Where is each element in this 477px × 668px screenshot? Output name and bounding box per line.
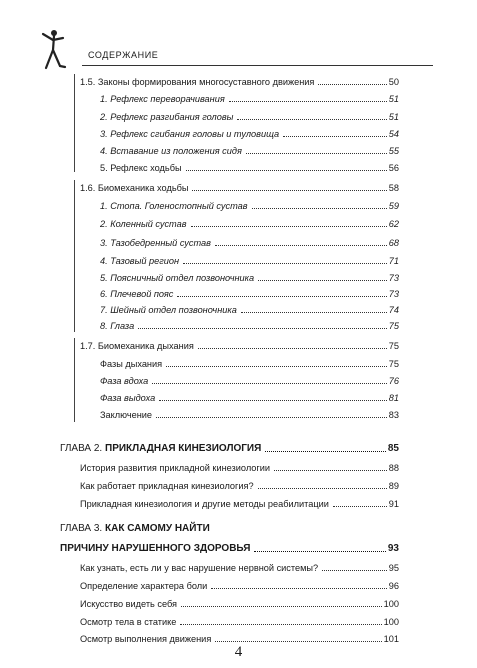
dot-leader (156, 417, 387, 418)
chapter-prefix: ГЛАВА 2. (60, 443, 105, 454)
toc-entry-page: 58 (388, 183, 399, 193)
toc-entry-title: 1.5. Законы формирования многосуставного движения (80, 77, 315, 87)
section-label: СОДЕРЖАНИЕ (88, 50, 159, 60)
section-bar-1-7 (74, 338, 75, 422)
dot-leader (183, 263, 387, 264)
toc-entry-page: 100 (383, 617, 399, 627)
toc-entry-page: 51 (388, 94, 399, 104)
toc-entry-title: Искусство видеть себя (80, 599, 178, 609)
toc-entry[interactable] (100, 270, 399, 284)
toc-entry-page: 96 (388, 581, 399, 591)
toc-entry-title: 8. Глаза (100, 321, 135, 331)
toc-entry-title: 4. Вставание из положения сидя (100, 146, 242, 156)
toc-entry-page: 76 (388, 376, 399, 386)
toc-entry-title: 2. Коленный сустав (100, 219, 187, 229)
toc-entry[interactable] (80, 596, 399, 610)
toc-entry-title: 5. Поясничный отдел позвоночника (100, 273, 255, 283)
toc-entry[interactable] (80, 460, 399, 474)
toc-entry[interactable] (80, 560, 399, 574)
toc-entry-page: 62 (388, 219, 399, 229)
toc-entry-title: Определение характера боли (80, 581, 208, 591)
dot-leader (258, 280, 387, 281)
toc-entry[interactable] (100, 302, 399, 316)
section-bar-1-5 (74, 74, 75, 172)
yoga-figure-logo (38, 28, 68, 72)
dot-leader (159, 400, 387, 401)
toc-entry-title: Фазы дыхания (100, 359, 163, 369)
dot-leader (274, 470, 387, 471)
chapter-name: ПРИКЛАДНАЯ КИНЕЗИОЛОГИЯ (105, 443, 262, 454)
toc-entry-page: 91 (388, 499, 399, 509)
dot-leader (246, 153, 387, 154)
toc-entry-title: 7. Шейный отдел позвоночника (100, 305, 237, 315)
toc-entry-page: 68 (388, 238, 399, 248)
dot-leader (138, 328, 387, 329)
toc-entry-title: Как работает прикладная кинезиология? (80, 481, 254, 491)
toc-entry-page: 50 (388, 77, 399, 87)
toc-entry-page: 55 (388, 146, 399, 156)
toc-entry-page: 89 (388, 481, 399, 491)
chapter-prefix: ГЛАВА 3. (60, 523, 105, 534)
toc-entry-title: Заключение (100, 410, 153, 420)
dot-leader (318, 84, 386, 85)
toc-entry-title: 3. Тазобедренный сустав (100, 238, 211, 248)
toc-entry[interactable] (100, 235, 399, 249)
dot-leader (215, 245, 387, 246)
toc-entry-page: 75 (388, 341, 399, 351)
chapter-title (60, 543, 250, 555)
dot-leader (191, 226, 387, 227)
toc-entry-page: 93 (387, 543, 399, 554)
toc-entry-title: 2. Рефлекс разгибания головы (100, 112, 234, 122)
toc-entry[interactable] (100, 126, 399, 140)
toc-entry-page: 73 (388, 273, 399, 283)
toc-entry-page: 75 (388, 359, 399, 369)
toc-entry-title: 1. Стопа. Голеностопный сустав (100, 201, 248, 211)
toc-entry[interactable] (80, 614, 399, 628)
toc-entry[interactable] (100, 373, 399, 387)
toc-entry[interactable] (100, 390, 399, 404)
toc-entry-title: 3. Рефлекс сгибания головы и туловища (100, 129, 280, 139)
toc-entry-page: 100 (383, 599, 399, 609)
header-rule (82, 65, 433, 66)
toc-entry[interactable] (100, 407, 399, 421)
dot-leader (166, 366, 387, 367)
toc-entry-1-6[interactable] (80, 180, 399, 194)
toc-entry-title: Фаза вдоха (100, 376, 149, 386)
dot-leader (283, 136, 387, 137)
dot-leader (180, 624, 381, 625)
toc-entry[interactable] (100, 253, 399, 267)
toc-entry-page: 59 (388, 201, 399, 211)
toc-entry[interactable] (100, 286, 399, 300)
toc-entry-title: 1. Рефлекс переворачивания (100, 94, 225, 104)
toc-entry-page: 95 (388, 563, 399, 573)
toc-entry[interactable] (100, 91, 399, 105)
chapter-name: ПРИЧИНУ НАРУШЕННОГО ЗДОРОВЬЯ (60, 543, 251, 554)
toc-entry-title: История развития прикладной кинезиологии (80, 463, 271, 473)
dot-leader (322, 570, 387, 571)
toc-entry-page: 54 (388, 129, 399, 139)
toc-entry-page: 75 (388, 321, 399, 331)
toc-entry-page: 85 (387, 443, 399, 454)
toc-entry-title: 1.6. Биомеханика ходьбы (80, 183, 189, 193)
toc-entry-1-5[interactable] (80, 74, 399, 88)
chapter-name: КАК САМОМУ НАЙТИ (105, 523, 210, 534)
toc-entry-page: 51 (388, 112, 399, 122)
dot-leader (152, 383, 387, 384)
toc-entry-title: Фаза выдоха (100, 393, 156, 403)
toc-entry[interactable] (80, 578, 399, 592)
dot-leader (241, 312, 387, 313)
dot-leader (333, 506, 387, 507)
dot-leader (258, 488, 387, 489)
toc-entry-page: 74 (388, 305, 399, 315)
dot-leader (181, 606, 382, 607)
toc-entry[interactable] (100, 143, 399, 157)
toc-chapter-3-line1[interactable] (60, 523, 210, 537)
dot-leader (254, 551, 385, 552)
dot-leader (186, 170, 387, 171)
toc-entry[interactable] (100, 109, 399, 123)
dot-leader (229, 101, 387, 102)
toc-entry-page: 73 (388, 289, 399, 299)
page-number: 4 (234, 644, 243, 660)
toc-entry[interactable] (80, 478, 399, 492)
toc-entry[interactable] (100, 216, 399, 230)
toc-entry[interactable] (80, 631, 399, 645)
toc-entry-page: 88 (388, 463, 399, 473)
section-bar-1-6 (74, 180, 75, 332)
dot-leader (215, 641, 381, 642)
toc-entry-title: 5. Рефлекс ходьбы (100, 163, 182, 173)
toc-entry[interactable] (100, 198, 399, 212)
toc-entry-title: 4. Тазовый регион (100, 256, 180, 266)
toc-entry[interactable] (80, 496, 399, 510)
dot-leader (211, 588, 387, 589)
toc-entry[interactable] (100, 356, 399, 370)
toc-entry-title: 1.7. Биомеханика дыхания (80, 341, 194, 351)
toc-entry-page: 71 (388, 256, 399, 266)
toc-entry-title: 6. Плечевой пояс (100, 289, 174, 299)
dot-leader (177, 296, 386, 297)
dot-leader (237, 119, 386, 120)
dot-leader (192, 190, 386, 191)
chapter-title (60, 443, 261, 455)
dot-leader (198, 348, 387, 349)
toc-entry-page: 101 (383, 634, 399, 644)
toc-chapter-3[interactable] (60, 541, 399, 555)
toc-entry-page: 81 (388, 393, 399, 403)
toc-entry-page: 83 (388, 410, 399, 420)
toc-chapter-2[interactable] (60, 441, 399, 455)
toc-entry-title: Прикладная кинезиология и другие методы реабилитации (80, 499, 329, 509)
toc-entry[interactable] (100, 160, 399, 174)
dot-leader (265, 451, 386, 452)
toc-entry[interactable] (100, 318, 399, 332)
dot-leader (252, 208, 387, 209)
toc-entry-title: Осмотр выполнения движения (80, 634, 212, 644)
toc-entry-1-7[interactable] (80, 338, 399, 352)
toc-entry-page: 56 (388, 163, 399, 173)
toc-entry-title: Как узнать, есть ли у вас нарушение нервной системы? (80, 563, 319, 573)
toc-entry-title: Осмотр тела в статике (80, 617, 177, 627)
